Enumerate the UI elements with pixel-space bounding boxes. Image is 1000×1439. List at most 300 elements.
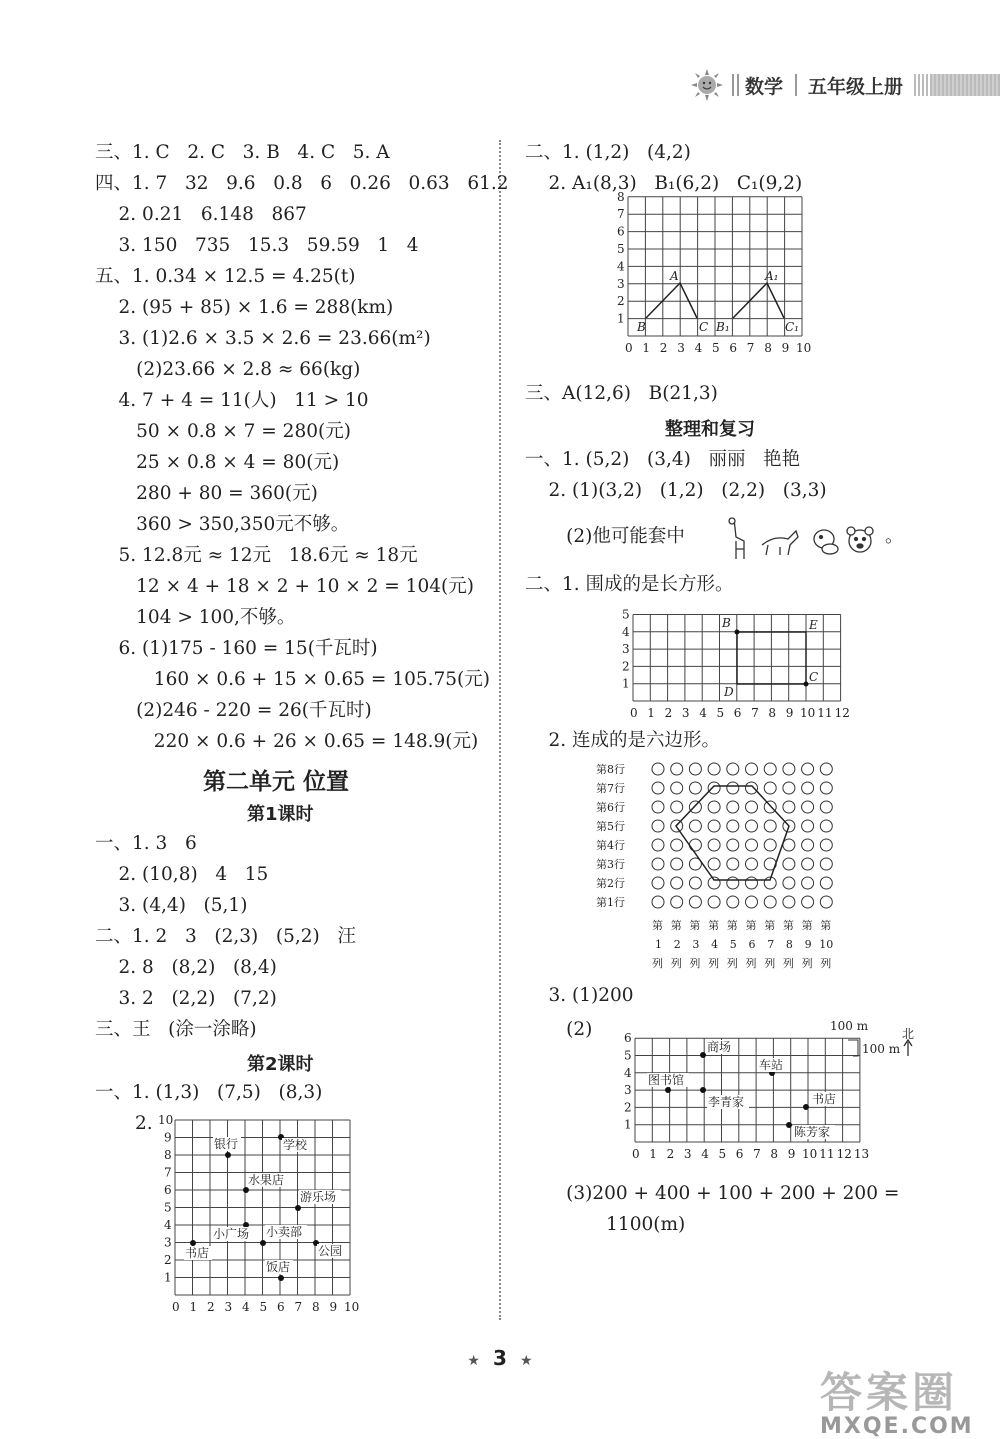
answer-line: 5. 12.8元 ≈ 12元 18.6元 ≈ 18元 xyxy=(95,545,418,566)
grid-dot xyxy=(727,782,739,794)
north-arrow-icon xyxy=(904,1040,912,1056)
axis-tick: 3 xyxy=(683,1147,692,1161)
axis-tick: 11 xyxy=(817,706,833,720)
city-label-home-li: 李青家 xyxy=(708,1095,745,1109)
col-label-char: 列 xyxy=(708,957,720,970)
grid-dot xyxy=(652,782,664,794)
axis-tick: 2 xyxy=(664,706,673,720)
axis-tick: 5 xyxy=(712,341,720,355)
point-b1-label: B₁ xyxy=(716,320,730,334)
scale-vertical: 100 m xyxy=(862,1042,901,1056)
answer-line: 一、1. (5,2) (3,4) 丽丽 艳艳 xyxy=(525,449,801,470)
axis-tick: 5 xyxy=(716,706,725,720)
rect-label-b: B xyxy=(722,616,731,630)
left-answers-c xyxy=(95,1077,322,1108)
grid-dot xyxy=(671,839,683,851)
col-label-number: 10 xyxy=(819,938,834,951)
axis-tick: 6 xyxy=(277,1300,285,1314)
col-label-char: 第 xyxy=(745,919,757,932)
question-label: 2. xyxy=(135,1113,153,1134)
grid-dot xyxy=(783,858,795,870)
axis-tick: 3 xyxy=(164,1235,172,1250)
axis-tick: 6 xyxy=(729,341,738,355)
north-label: 北 xyxy=(902,1027,915,1041)
answer-line: (2)他可能套中 xyxy=(525,526,685,547)
answer-line: 三、A(12,6) B(21,3) xyxy=(525,383,718,404)
triangle-abc xyxy=(646,283,697,318)
right-answer-e xyxy=(525,725,720,756)
grid-dot xyxy=(671,858,683,870)
grid-dot xyxy=(689,820,701,832)
grid-dot xyxy=(764,839,776,851)
triangle-translation-grid xyxy=(610,189,812,374)
grid-dot xyxy=(652,763,664,775)
answer-line: 50 × 0.8 × 7 = 280(元) xyxy=(95,421,351,442)
grid-dot xyxy=(764,763,776,775)
grid-dot xyxy=(708,801,720,813)
answer-line: 3. (1)200 xyxy=(525,985,634,1006)
right-answer-i xyxy=(565,1209,685,1240)
grid-dot xyxy=(820,896,832,908)
right-answer-f xyxy=(525,980,634,1011)
answer-line: 280 + 80 = 360(元) xyxy=(95,483,318,504)
grid-dot xyxy=(783,782,795,794)
col-label-char: 第 xyxy=(689,919,701,932)
hexagon-dot-grid xyxy=(590,758,850,973)
grid-dot xyxy=(783,763,795,775)
axis-tick: 4 xyxy=(624,1065,632,1080)
grid-dot xyxy=(802,896,814,908)
city-label-station: 车站 xyxy=(759,1058,784,1072)
answer-line: 3. 2 (2,2) (7,2) xyxy=(95,988,277,1009)
axis-tick: 8 xyxy=(770,1147,779,1161)
grid-dot xyxy=(671,763,683,775)
grid-dot xyxy=(708,820,720,832)
answer-line: (3)200 + 400 + 100 + 200 + 200 = xyxy=(525,1183,900,1204)
col-label-char: 列 xyxy=(652,957,663,970)
grid-dot xyxy=(746,896,758,908)
grid-dot xyxy=(802,858,814,870)
star-icon: ★ xyxy=(467,1353,480,1369)
axis-tick: 2 xyxy=(666,1147,675,1161)
grid-dot xyxy=(764,820,776,832)
axis-tick: 10 xyxy=(802,1147,818,1161)
grid-dot xyxy=(652,858,664,870)
col-label-char: 列 xyxy=(670,957,682,970)
sun-logo-icon xyxy=(690,68,724,102)
grid-dot xyxy=(652,839,664,851)
answer-line: 104 > 100,不够。 xyxy=(95,607,296,628)
grid-dot xyxy=(671,782,683,794)
axis-tick: 5 xyxy=(164,1200,172,1215)
col-label-char: 列 xyxy=(726,957,738,970)
grid-dot xyxy=(746,820,758,832)
grid-dot xyxy=(671,896,683,908)
city-label-home-chen: 陈芳家 xyxy=(794,1125,831,1139)
axis-tick: 6 xyxy=(735,1147,744,1161)
grade-label: 五年级上册 xyxy=(808,76,904,98)
grid-dot xyxy=(820,820,832,832)
axis-tick: 4 xyxy=(622,624,630,639)
col-label-char: 第 xyxy=(764,919,776,932)
axis-tick: 2 xyxy=(617,294,625,309)
axis-tick: 8 xyxy=(764,341,772,355)
answer-line: 12 × 4 + 18 × 2 + 10 × 2 = 104(元) xyxy=(95,576,474,597)
axis-tick: 3 xyxy=(624,1083,632,1098)
answer-line: 2. 连成的是六边形。 xyxy=(525,730,721,751)
grid-dot xyxy=(783,801,795,813)
axis-tick: 0 xyxy=(630,706,638,720)
axis-tick: 12 xyxy=(834,706,850,720)
city-point-home-chen xyxy=(786,1122,792,1128)
answer-line: 2. (1)(3,2) (1,2) (2,2) (3,3) xyxy=(525,480,827,501)
question-label xyxy=(525,1014,592,1045)
grid-dot xyxy=(689,896,701,908)
city-point-library xyxy=(665,1087,671,1093)
grid-dot xyxy=(802,782,814,794)
grid-dot xyxy=(820,839,832,851)
grid-dot xyxy=(820,801,832,813)
grid-dot xyxy=(764,896,776,908)
row-label: 第1行 xyxy=(596,896,625,909)
answer-line: 2. 0.21 6.148 867 xyxy=(95,204,307,225)
city-label-mall: 商场 xyxy=(707,1040,732,1054)
grid-dot xyxy=(708,896,720,908)
col-label-char: 第 xyxy=(782,919,794,932)
point-a1-label: A₁ xyxy=(765,269,779,283)
answer-line: 二、1. 2 3 (2,3) (5,2) 汪 xyxy=(95,926,356,947)
row-label: 第4行 xyxy=(596,839,625,852)
map-label-fruit-store: 水果店 xyxy=(248,1173,285,1187)
axis-tick: 0 xyxy=(632,1147,640,1161)
grid-dot xyxy=(820,877,832,889)
town-map-grid xyxy=(155,1110,375,1315)
col-label-char: 第 xyxy=(801,919,813,932)
grid-dot xyxy=(708,839,720,851)
axis-tick: 8 xyxy=(617,189,625,204)
scale-horizontal: 100 m xyxy=(830,1019,869,1033)
axis-tick: 4 xyxy=(699,706,707,720)
axis-tick: 5 xyxy=(259,1300,268,1314)
map-label-school: 学校 xyxy=(283,1138,308,1152)
map-label-amusement-park: 游乐场 xyxy=(300,1190,337,1204)
map-label-plaza: 小广场 xyxy=(213,1227,250,1241)
grid-dot xyxy=(820,763,832,775)
axis-tick: 2 xyxy=(624,1100,632,1115)
grid-dot xyxy=(708,782,720,794)
period: 。 xyxy=(885,526,904,547)
axis-tick: 4 xyxy=(694,341,703,355)
grid-dot xyxy=(764,782,776,794)
answer-line: 五、1. 0.34 × 12.5 = 4.25(t) xyxy=(95,266,356,287)
answer-line: 三、王 (涂一涂略) xyxy=(95,1019,257,1040)
axis-tick: 1 xyxy=(164,1270,172,1285)
col-label-number: 2 xyxy=(673,938,681,951)
dog-icon xyxy=(814,530,838,554)
right-answers-a xyxy=(525,137,802,199)
point-c1-label: C₁ xyxy=(785,320,799,334)
axis-tick: 7 xyxy=(617,207,625,222)
answer-line: 25 × 0.8 × 4 = 80(元) xyxy=(95,452,340,473)
axis-tick: 7 xyxy=(746,341,755,355)
map-label-bookstore: 书店 xyxy=(185,1246,210,1260)
axis-tick: 7 xyxy=(753,1147,761,1161)
col-label-char: 列 xyxy=(782,957,794,970)
grid-dot xyxy=(746,782,758,794)
grid-dot xyxy=(727,820,739,832)
animal-icons xyxy=(722,515,887,563)
axis-tick: 2 xyxy=(207,1300,215,1314)
axis-tick: 6 xyxy=(164,1183,172,1197)
axis-tick: 2 xyxy=(164,1253,172,1267)
left-answers-a xyxy=(95,137,509,757)
review-title: 整理和复习 xyxy=(665,419,755,440)
axis-tick: 7 xyxy=(164,1165,172,1180)
answer-line: 二、1. (1,2) (4,2) xyxy=(525,142,691,163)
rect-label-e: E xyxy=(809,618,818,632)
axis-tick: 9 xyxy=(164,1130,172,1145)
col-label-number: 9 xyxy=(804,938,812,951)
rect-label-d: D xyxy=(724,685,734,699)
row-label: 第7行 xyxy=(596,782,625,795)
scale-bracket xyxy=(848,1040,858,1056)
axis-tick: 6 xyxy=(733,706,742,720)
col-label-char: 第 xyxy=(670,919,682,932)
answer-line: (2)23.66 × 2.8 ≈ 66(kg) xyxy=(95,359,361,380)
header-separator xyxy=(737,74,739,96)
animal-answer-line xyxy=(525,521,685,552)
grid-dot xyxy=(652,877,664,889)
axis-tick: 1 xyxy=(189,1300,198,1314)
col-label-number: 3 xyxy=(692,938,700,951)
grid-dot xyxy=(746,858,758,870)
grid-dot xyxy=(783,839,795,851)
axis-tick: 1 xyxy=(622,676,630,691)
page-header xyxy=(0,62,1000,106)
grid-dot xyxy=(652,801,664,813)
col-label-char: 列 xyxy=(745,957,757,970)
map-label-restaurant: 饭店 xyxy=(266,1260,291,1274)
header-separator xyxy=(795,74,797,96)
grid-dot xyxy=(671,801,683,813)
col-label-char: 第 xyxy=(820,919,832,932)
axis-tick: 1 xyxy=(642,341,651,355)
axis-tick: 3 xyxy=(681,706,690,720)
answer-line: 3. (4,4) (5,1) xyxy=(95,895,248,916)
grid-dot xyxy=(746,877,758,889)
grid-dot xyxy=(689,877,701,889)
point-b-label: B xyxy=(637,320,646,334)
map-point xyxy=(243,1187,249,1193)
col-label-char: 列 xyxy=(764,957,776,970)
answer-line: (2)246 - 220 = 26(千瓦时) xyxy=(95,700,372,721)
axis-tick: 0 xyxy=(172,1300,180,1314)
page-number: 3 xyxy=(493,1346,507,1370)
axis-tick: 5 xyxy=(718,1147,727,1161)
grid-dot xyxy=(708,763,720,775)
grid-dot xyxy=(727,877,739,889)
axis-tick: 4 xyxy=(701,1147,709,1161)
left-answers-b xyxy=(95,828,356,1045)
grid-dot xyxy=(689,782,701,794)
axis-tick: 3 xyxy=(622,642,630,657)
rect-label-c: C xyxy=(809,670,819,684)
grid-dot xyxy=(727,858,739,870)
giraffe-icon xyxy=(729,518,744,559)
col-label-number: 5 xyxy=(729,938,737,951)
axis-tick: 9 xyxy=(329,1300,338,1314)
grid-dot xyxy=(820,782,832,794)
watermark-logo: 答案圈 xyxy=(820,1368,959,1417)
grid-dot xyxy=(689,763,701,775)
rect-point-c xyxy=(804,682,809,687)
map-label-bank: 银行 xyxy=(214,1137,239,1151)
lesson-title: 第2课时 xyxy=(247,1054,314,1075)
col-label-number: 7 xyxy=(767,938,775,951)
axis-tick: 9 xyxy=(787,1147,796,1161)
col-label-number: 8 xyxy=(785,938,793,951)
grid-dot xyxy=(746,763,758,775)
city-label-library: 图书馆 xyxy=(648,1073,685,1087)
axis-tick: 7 xyxy=(751,706,759,720)
star-icon: ★ xyxy=(520,1353,533,1369)
row-label: 第5行 xyxy=(596,820,625,833)
answer-line: 三、1. C 2. C 3. B 4. C 5. A xyxy=(95,142,390,163)
triangle-a1b1c1 xyxy=(733,283,784,318)
map-point xyxy=(295,1205,301,1211)
right-answer-d xyxy=(525,569,734,600)
answer-line: 6. (1)175 - 160 = 15(千瓦时) xyxy=(95,638,378,659)
city-point-bookstore xyxy=(803,1104,809,1110)
header-separator xyxy=(732,74,734,96)
axis-tick: 1 xyxy=(624,1117,632,1132)
axis-tick: 2 xyxy=(622,659,630,674)
axis-tick: 6 xyxy=(624,1031,632,1046)
row-label: 第2行 xyxy=(596,877,625,890)
axis-tick: 10 xyxy=(796,341,812,355)
watermark xyxy=(820,1360,974,1439)
grid-dot xyxy=(727,763,739,775)
header-stripes xyxy=(914,74,1000,96)
axis-tick: 9 xyxy=(785,706,794,720)
grid-dot xyxy=(783,896,795,908)
answer-line: 3. 150 735 15.3 59.59 1 4 xyxy=(95,235,419,256)
grid-dot xyxy=(746,839,758,851)
grid-dot xyxy=(802,820,814,832)
right-answers-b xyxy=(525,444,827,506)
col-label-char: 第 xyxy=(726,919,738,932)
grid-dot xyxy=(727,801,739,813)
axis-tick: 10 xyxy=(800,706,816,720)
point-c-label: C xyxy=(699,320,709,334)
grid-dot xyxy=(727,839,739,851)
col-label-char: 列 xyxy=(801,957,813,970)
rect-point-b xyxy=(735,630,740,635)
axis-tick: 5 xyxy=(624,1048,632,1063)
col-label-char: 第 xyxy=(652,919,663,932)
rectangle-grid xyxy=(610,605,850,720)
axis-tick: 1 xyxy=(647,706,655,720)
col-label-char: 列 xyxy=(689,957,701,970)
answer-line: 四、1. 7 32 9.6 0.8 6 0.26 0.63 61.2 xyxy=(95,173,509,194)
answer-line: 160 × 0.6 + 15 × 0.65 = 105.75(元) xyxy=(95,669,490,690)
col-label-char: 列 xyxy=(820,957,832,970)
grid-dot xyxy=(802,763,814,775)
answer-line: 二、1. 围成的是长方形。 xyxy=(525,574,734,595)
col-label-char: 第 xyxy=(708,919,720,932)
row-label: 第6行 xyxy=(596,801,625,814)
row-label: 第8行 xyxy=(596,763,625,776)
axis-tick: 3 xyxy=(617,276,625,291)
axis-tick: 0 xyxy=(625,341,633,355)
grid-dot xyxy=(708,877,720,889)
grid-dot xyxy=(802,839,814,851)
answer-line: 一、1. 3 6 xyxy=(95,833,197,854)
answer-line: 2. (95 + 85) × 1.6 = 288(km) xyxy=(95,297,394,318)
map-point xyxy=(225,1152,231,1158)
answer-line: 360 > 350,350元不够。 xyxy=(95,514,350,535)
grid-dot xyxy=(652,896,664,908)
grid-dot xyxy=(689,801,701,813)
axis-tick: 4 xyxy=(617,259,625,274)
grid-dot xyxy=(802,801,814,813)
axis-tick: 8 xyxy=(164,1148,172,1162)
lesson-title: 第1课时 xyxy=(247,804,314,825)
col-label-number: 6 xyxy=(748,938,756,951)
horse-icon xyxy=(762,531,798,555)
axis-tick: 13 xyxy=(853,1147,870,1161)
grid-dot xyxy=(689,839,701,851)
city-point-mall xyxy=(700,1052,706,1058)
axis-tick: 6 xyxy=(617,224,625,239)
axis-tick: 10 xyxy=(344,1300,360,1314)
answer-line: 2. 8 (8,2) (8,4) xyxy=(95,957,277,978)
map-label-park: 公园 xyxy=(318,1244,343,1258)
axis-tick: 5 xyxy=(622,607,630,622)
axis-tick: 7 xyxy=(294,1300,303,1314)
axis-tick: 1 xyxy=(617,311,625,326)
axis-tick: 1 xyxy=(649,1147,657,1161)
axis-tick: 4 xyxy=(164,1218,172,1232)
axis-tick: 4 xyxy=(242,1300,250,1314)
answer-line: 220 × 0.6 + 26 × 0.65 = 148.9(元) xyxy=(95,731,479,752)
map-point xyxy=(260,1240,266,1246)
grid-dot xyxy=(671,877,683,889)
axis-tick: 2 xyxy=(659,341,668,355)
grid-dot xyxy=(802,877,814,889)
bear-icon xyxy=(847,527,873,552)
answer-line: 2. A₁(8,3) B₁(6,2) C₁(9,2) xyxy=(525,173,803,194)
answer-line: 1100(m) xyxy=(565,1214,686,1235)
grid-dot xyxy=(820,858,832,870)
answer-line: 4. 7 + 4 = 11(人) 11 > 10 xyxy=(95,390,369,411)
grid-dot xyxy=(783,877,795,889)
row-label: 第3行 xyxy=(596,858,625,871)
city-point-home-li xyxy=(700,1087,706,1093)
answer-line: 一、1. (1,3) (7,5) (8,3) xyxy=(95,1082,323,1103)
axis-tick: 5 xyxy=(617,242,625,256)
grid-dot xyxy=(708,858,720,870)
axis-tick: 10 xyxy=(158,1113,174,1127)
axis-tick: 8 xyxy=(768,706,777,720)
map-point xyxy=(278,1275,284,1281)
col-label-number: 1 xyxy=(655,938,662,951)
right-answer-h xyxy=(525,1178,899,1209)
axis-tick: 9 xyxy=(781,341,790,355)
axis-tick: 11 xyxy=(819,1147,835,1161)
grid-dot xyxy=(746,801,758,813)
answer-line: (2) xyxy=(525,1019,593,1040)
